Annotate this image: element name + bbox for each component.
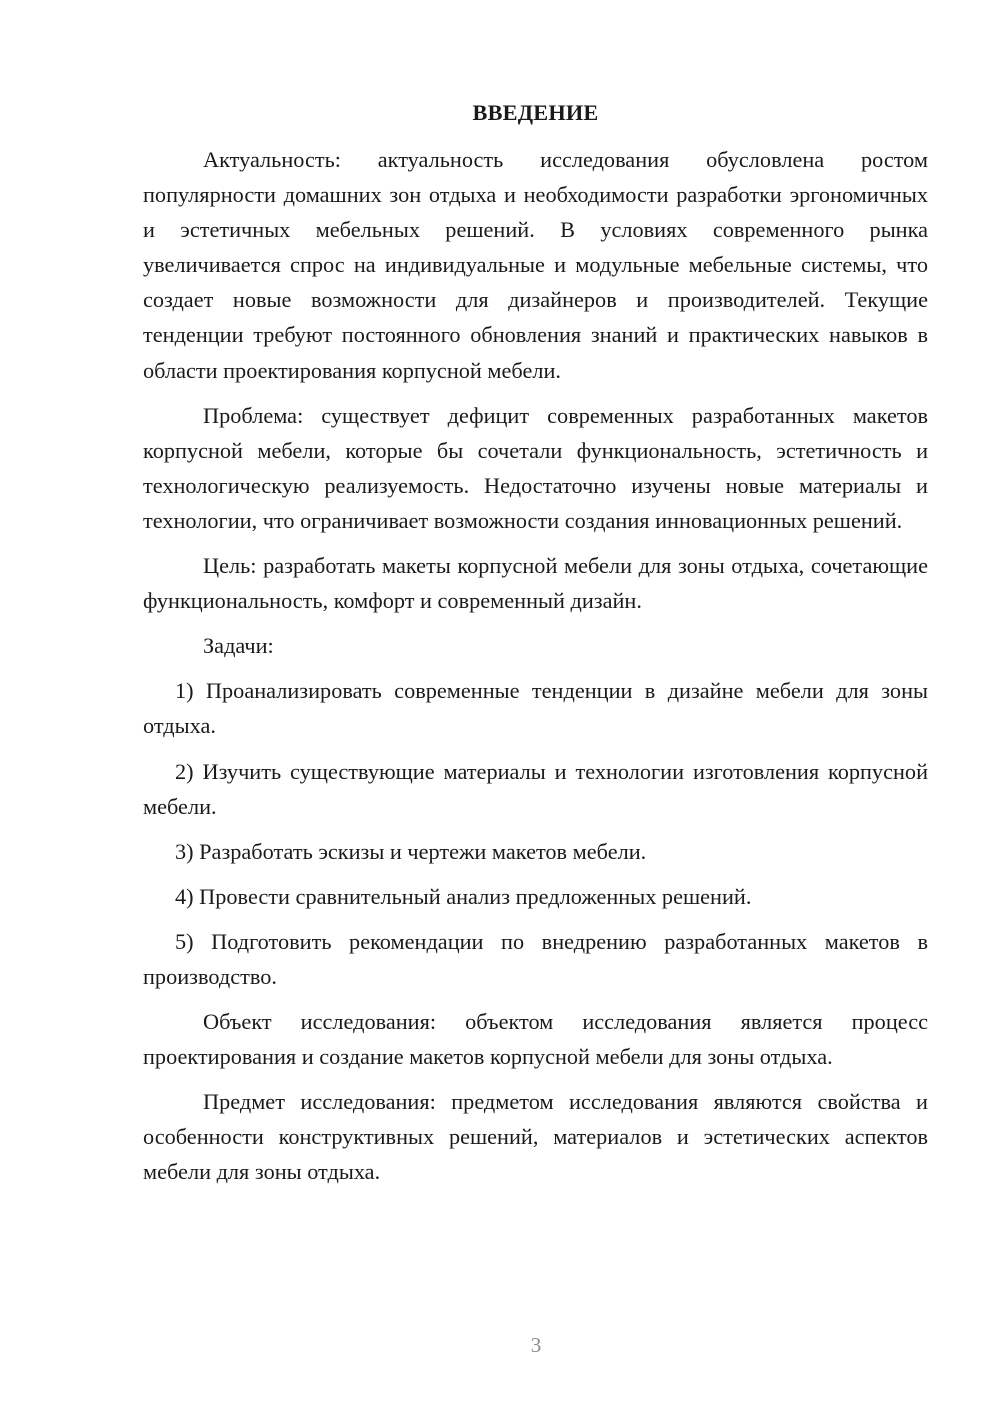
problem-paragraph: Проблема: существует дефицит современных разработанных макетов корпусной мебели, которые бы сочетали функциональность, эстетичность и технологическую реализуемость. Недостаточно изучены новые материалы и технологии, что ограничивает возможности создания инновационных решений. — [143, 402, 928, 533]
task-item: 1) Проанализировать современные тенденции в дизайне мебели для зоны отдыха. — [143, 678, 928, 739]
object-paragraph: Объект исследования: объектом исследования является процесс проектирования и создание макетов корпусной мебели для зоны отдыха. — [143, 1009, 928, 1070]
page-number: 3 — [530, 1333, 542, 1357]
task-item: 2) Изучить существующие материалы и технологии изготовления корпусной мебели. — [143, 758, 928, 819]
task-item: 5) Подготовить рекомендации по внедрению разработанных макетов в производство. — [143, 928, 928, 989]
goal-paragraph: Цель: разработать макеты корпусной мебели для зоны отдыха, сочетающие функциональность, комфорт и современный дизайн. — [143, 553, 928, 614]
task-item: 4) Провести сравнительный анализ предложенных решений. — [175, 883, 752, 909]
subject-paragraph: Предмет исследования: предметом исследования являются свойства и особенности конструктивных решений, материалов и эстетических аспектов мебели для зоны отдыха. — [143, 1089, 928, 1185]
page-content — [143, 95, 928, 1200]
relevance-paragraph: Актуальность: актуальность исследования обусловлена ростом популярности домашних зон отдыха и необходимости разработки эргономичных и эстетичных мебельных решений. В условиях современного рынка увеличивается спрос на индивидуальные и модульные мебельные системы, что создает новые возможности для дизайнеров и производителей. Текущие тенденции требуют постоянного обновления знаний и практических навыков в области проектирования корпусной мебели. — [143, 147, 928, 383]
section-title: ВВЕДЕНИЕ — [472, 100, 599, 125]
tasks-label: Задачи: — [203, 633, 274, 659]
task-item: 3) Разработать эскизы и чертежи макетов мебели. — [175, 838, 647, 864]
